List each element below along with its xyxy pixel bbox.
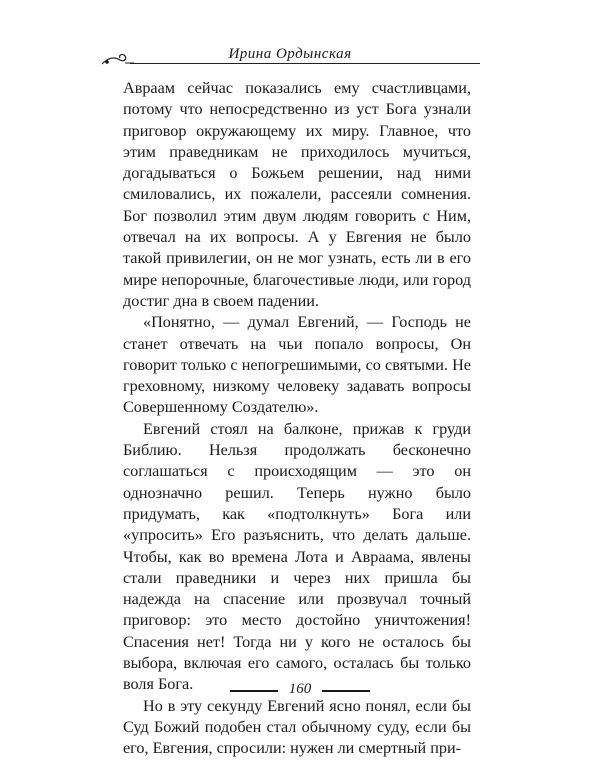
header-author: Ирина Ордынская — [228, 46, 352, 62]
footer-rule-right — [322, 690, 370, 692]
paragraph-2: «Понятно, — думал Евгений, — Господь не станет отвечать на чьи попало вопросы, Он говорит только с непогрешимыми, со святыми. Не греховному, низкому человеку задавать вопросы Совершенному Создателю». — [123, 313, 471, 417]
page-body — [123, 78, 471, 760]
header-rule — [130, 63, 480, 64]
paragraph-3: Евгений стоял на балконе, прижав к груди Библию. Нельзя продолжать бесконечно соглашаться с происходящим — это он однозначно решил. Теперь нужно было придумать, как «подтолкнуть» Бога или «упросить» Его разъяснить, что делать дальше. Чтобы, как во времена Лота и Авраама, явлены стали праведники и через них пришла бы надежда на спасение или прозвучал точный приговор: это место достойно уничтожения! Спасения нет! Тогда ни у кого не осталось бы выбора, включая его самого, осталась бы только воля Бога. — [123, 419, 471, 694]
running-header — [100, 40, 480, 70]
page-footer — [150, 680, 450, 700]
page-number: 160 — [288, 681, 312, 697]
paragraph-1: Авраам сейчас показались ему счастливцами, потому что непосредственно из уст Бога узнали приговор окружающему их миру. Главное, что этим праведникам не приходилось мучиться, догадываться о Божьем решении, над ними смиловались, их пожалели, рассеяли сомнения. Бог позволил этим двум людям говорить с Ним, отвечал на их вопросы. А у Евгения не было такой привилегии, он не мог узнать, есть ли в его мире непорочные, благочестивые люди, или город достиг дна в своем падении. — [123, 79, 471, 310]
paragraph-4: Но в эту секунду Евгений ясно понял, если бы Суд Божий подобен стал обычному суду, если бы его, Евгения, спросили: нужен ли смертный при- — [123, 696, 471, 758]
